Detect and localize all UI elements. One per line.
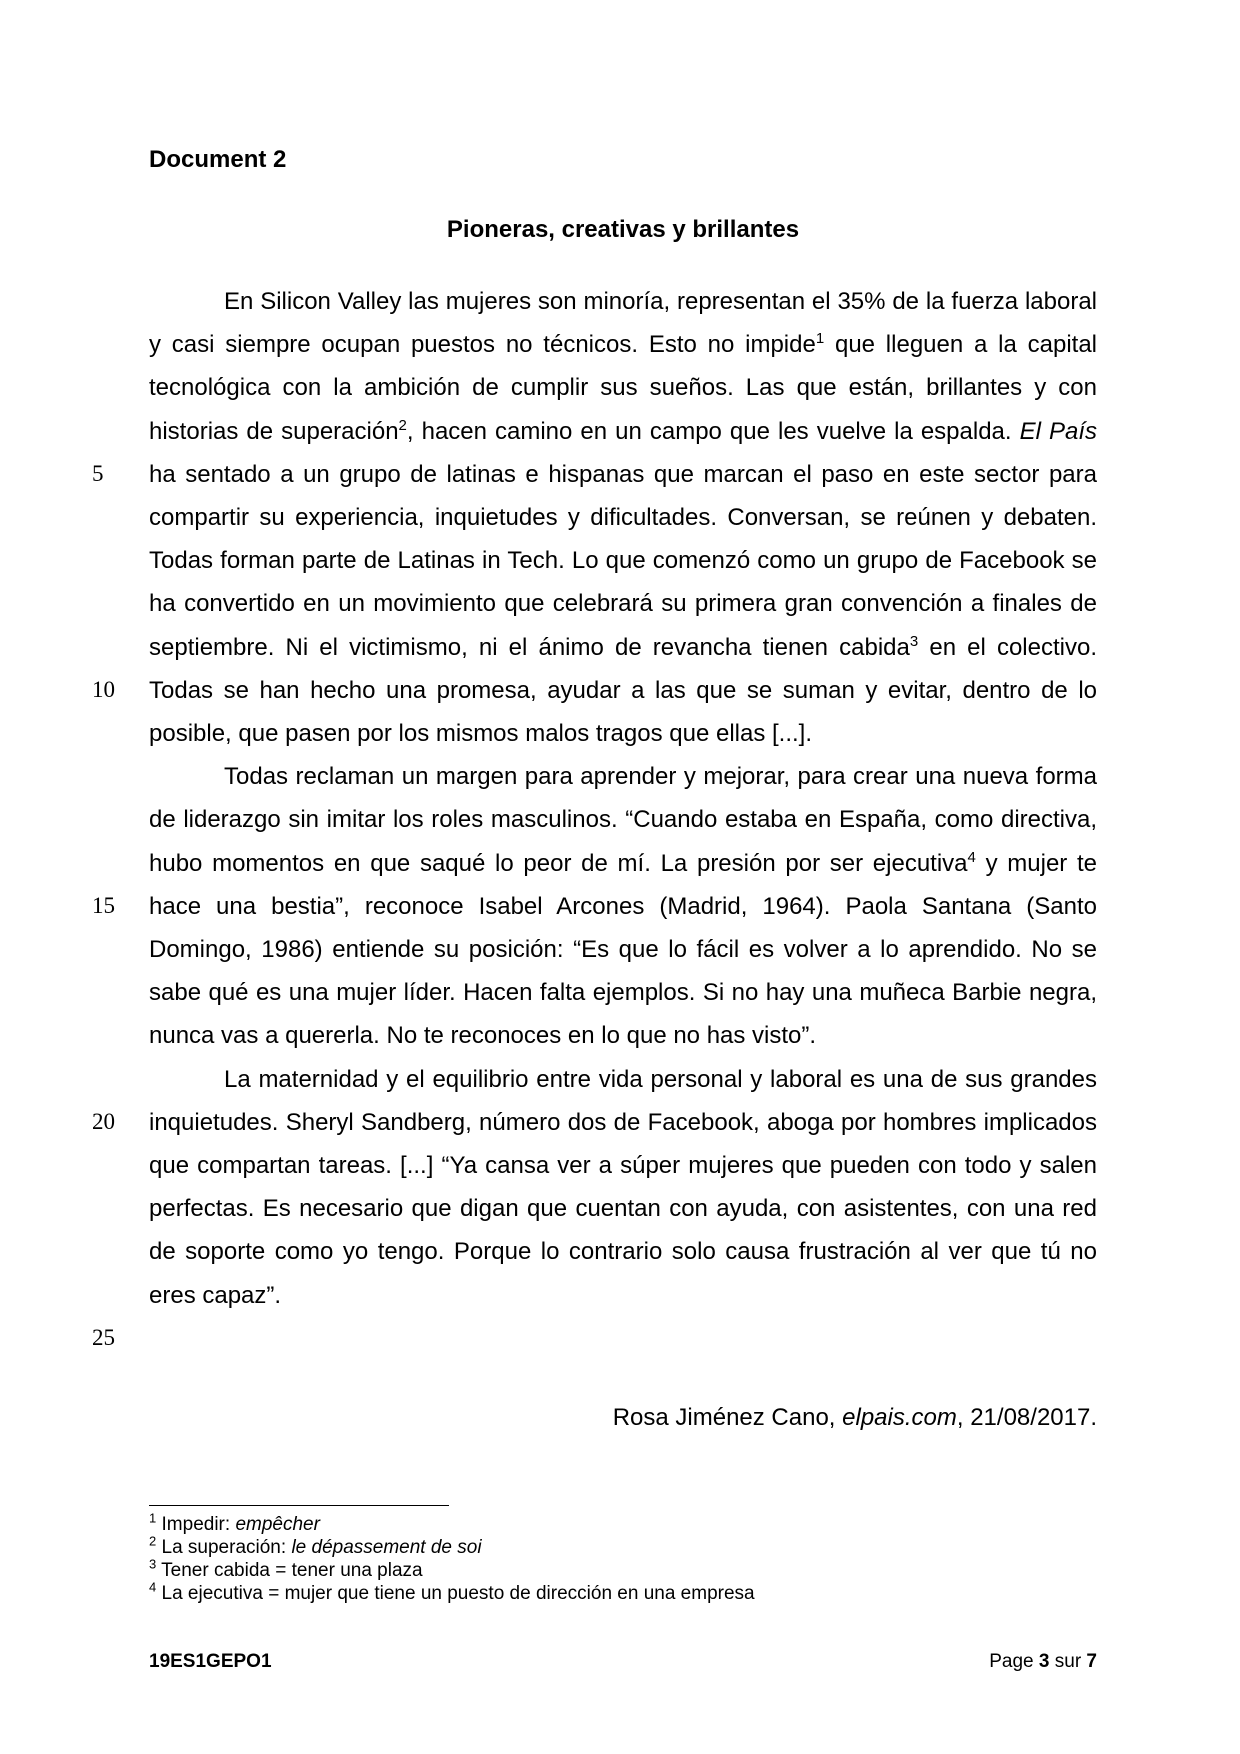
footnote-ref-2: 2 [398,416,407,434]
footnote-2: $^2$ La superación: le dépassement de soi [149,1533,482,1558]
article-source: Rosa Jiménez Cano, elpais.com, 21/08/2017. [612,1404,1097,1431]
footnote-ref-3: 3 [909,632,919,650]
footnote-ref-4: 4 [967,848,976,866]
footnote-3: $^3$ Tener cabida = tener una plaza [149,1556,423,1581]
line-number-10: 10 [92,677,115,702]
document-label: Document 2 [149,146,287,173]
footnote-ref-1: 1 [815,330,825,348]
footnote-4: $^4$ La ejecutiva = mujer que tiene un puesto de dirección en una empresa [149,1579,755,1604]
footnotes [149,1510,755,1605]
exam-code: 19ES1GEPO1 [149,1651,272,1672]
line-number-25: 25 [92,1325,115,1350]
article-body [149,280,1097,1317]
paragraph-3: La maternidad y el equilibrio entre vida personal y laboral es una de sus grandes inquietudes. Sheryl Sandberg, número dos de Facebook, aboga por hombres implicados que compartan tareas. [...] “Ya cansa ver a súper mujeres que pueden con todo y salen perfectas. Es necesario que digan que cuentan con ayuda, con asistentes, con una red de soporte como yo tengo. Porque lo contrario solo causa frustración al ver que tú no eres capaz”. [149,1065,1097,1309]
line-number-20: 20 [92,1109,115,1134]
article-title: Pioneras, creativas y brillantes [446,216,800,243]
paragraph-2: Todas reclaman un margen para aprender y mejorar, para crear una nueva forma de liderazgo sin imitar los roles masculinos. “Cuando estaba en España, como directiva, hubo momentos en que saqué lo peor de mí. La presión por ser ejecutiva$^4$ y mujer te hace una bestia”, reconoce Isabel Arcones (Madrid, 1964). Paola Santana (Santo Domingo, 1986) entiende su posición: “Es que lo fácil es volver a lo aprendido. No se sabe qué es una mujer líder. Hacen falta ejemplos. Si no hay una muñeca Barbie negra, nunca vas a quererla. No te reconoces en lo que no has visto”. [149,763,1097,1050]
footnote-divider [149,1505,449,1506]
newspaper-name: El País [1019,417,1098,445]
line-number-15: 15 [92,893,115,918]
page-number: Page 3 sur 7 [989,1651,1097,1672]
paragraph-1: En Silicon Valley las mujeres son minoría, representan el 35% de la fuerza laboral y casi siempre ocupan puestos no técnicos. Esto no impide$^1$ que lleguen a la capital tecnológica con la ambición de cumplir sus sueños. Las que están, brillantes y con historias de superación$^2$, hacen camino en un campo que les vuelve la espalda. El País ha sentado a un grupo de latinas e hispanas que marcan el paso en este sector para compartir su experiencia, inquietudes y dificultades. Conversan, se reúnen y debaten. Todas forman parte de Latinas in Tech. Lo que comenzó como un grupo de Facebook se ha convertido en un movimiento que celebrará su primera gran convención a finales de septiembre. Ni el victimismo, ni el ánimo de revancha tienen cabida$^3$ en el colectivo. Todas se han hecho una promesa, ayudar a las que se suman y evitar, dentro de lo posible, que pasen por los mismos malos tragos que ellas [...]. [149,288,1098,748]
footnote-1: $^1$ Impedir: empêcher [149,1510,320,1535]
line-number-5: 5 [92,461,104,486]
source-site: elpais.com [842,1404,957,1431]
